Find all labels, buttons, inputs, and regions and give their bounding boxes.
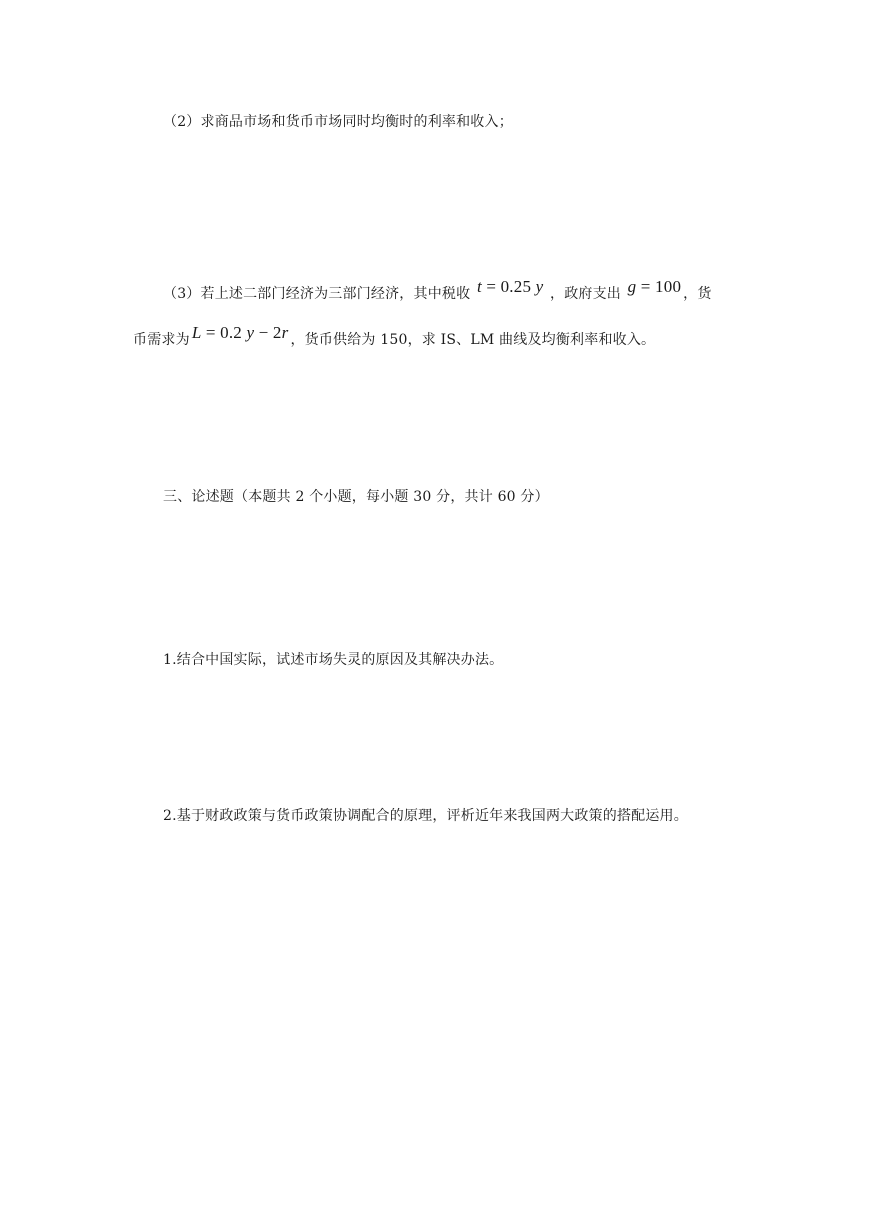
gov-value: = 100 bbox=[636, 277, 682, 296]
essay-question-1-text: 1.结合中国实际，试述市场失灵的原因及其解决办法。 bbox=[163, 652, 504, 668]
question-2-text: （2）求商品市场和货币市场同时均衡时的利率和收入； bbox=[163, 114, 513, 130]
essay-question-2-text: 2.基于财政政策与货币政策协调配合的原理，评析近年来我国两大政策的搭配运用。 bbox=[163, 808, 688, 824]
question-3-text-e: ，货币供给为 150，求 IS、LM 曲线及均衡利率和收入。 bbox=[290, 332, 656, 348]
question-2 bbox=[163, 112, 513, 132]
tax-value: = 0.25 bbox=[481, 277, 536, 296]
money-r: r bbox=[281, 323, 289, 342]
question-3-text-a: （3）若上述二部门经济为三部门经济，其中税收 bbox=[163, 286, 471, 302]
money-mid: = 0.2 bbox=[201, 323, 247, 342]
tax-var: t bbox=[476, 277, 482, 296]
section-3-heading-text: 三、论述题（本题共 2 个小题，每小题 30 分，共计 60 分） bbox=[163, 489, 549, 505]
question-3-text-b: ，政府支出 bbox=[550, 286, 621, 302]
question-3-text-d: 币需求为 bbox=[133, 332, 190, 348]
tax-formula bbox=[477, 277, 543, 297]
money-y: y bbox=[246, 323, 255, 342]
money-minus: − 2 bbox=[254, 323, 282, 342]
essay-question-2 bbox=[163, 806, 688, 826]
gov-formula bbox=[628, 277, 682, 297]
question-3-text-c: ，货 bbox=[683, 286, 712, 302]
tax-y: y bbox=[535, 277, 544, 296]
section-3-heading bbox=[163, 487, 549, 507]
money-demand-formula bbox=[192, 323, 289, 343]
money-L: L bbox=[191, 323, 202, 342]
question-3-line-1 bbox=[163, 277, 712, 304]
essay-question-1 bbox=[163, 650, 503, 670]
gov-var: g bbox=[627, 277, 637, 296]
question-3-line-2 bbox=[133, 323, 656, 350]
